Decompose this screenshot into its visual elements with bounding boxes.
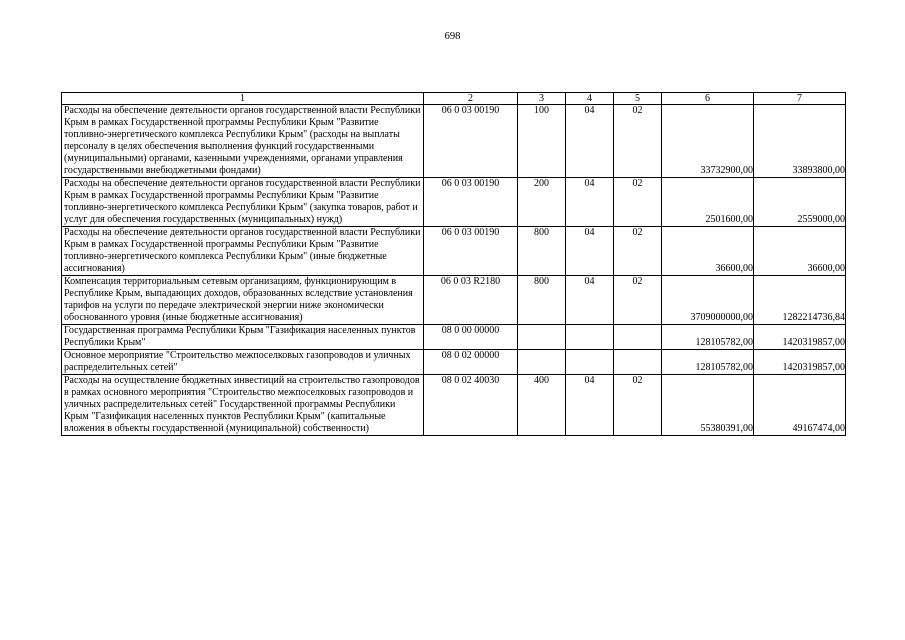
row-rz-cell: 04 (566, 227, 614, 276)
row-rz-cell: 04 (566, 105, 614, 178)
header-row (62, 93, 846, 105)
row-sum-year2-cell: 33893800,00 (754, 105, 846, 178)
row-sum-year2-cell: 1420319857,00 (754, 350, 846, 375)
header-cell-7: 7 (754, 93, 846, 105)
row-sum-year2-cell: 49167474,00 (754, 375, 846, 436)
row-name-cell: Расходы на осуществление бюджетных инвестиций на строительство газопроводов в рамках основного мероприятия "Строительство межпоселковых газопроводов и уличных распределительных сетей" Государственной программы Республики Крым "Газификация населенных пунктов Республики Крым" (капитальные вложения в объекты государственной (муниципальной) собственности) (62, 375, 424, 436)
row-pr-cell: 02 (614, 276, 662, 325)
header-cell-6: 6 (662, 93, 754, 105)
row-csr-cell: 08 0 00 00000 (424, 325, 518, 350)
row-vr-cell (518, 325, 566, 350)
row-pr-cell: 02 (614, 375, 662, 436)
row-csr-cell: 08 0 02 40030 (424, 375, 518, 436)
row-pr-cell (614, 350, 662, 375)
row-name-cell: Государственная программа Республики Крым "Газификация населенных пунктов Республики Крым" (62, 325, 424, 350)
budget-table (61, 92, 846, 436)
row-pr-cell: 02 (614, 105, 662, 178)
row-sum-year2-cell: 1282214736,84 (754, 276, 846, 325)
row-sum-year2-cell: 1420319857,00 (754, 325, 846, 350)
row-name-cell: Расходы на обеспечение деятельности органов государственной власти Республики Крым в рамках Государственной программы Республики Крым "Развитие топливно-энергетического комплекса Республики Крым" (закупка товаров, работ и услуг для обеспечения государственных (муниципальных) нужд) (62, 178, 424, 227)
row-sum-year1-cell: 36600,00 (662, 227, 754, 276)
row-csr-cell: 06 0 03 00190 (424, 105, 518, 178)
row-sum-year1-cell: 33732900,00 (662, 105, 754, 178)
row-name-cell: Компенсация территориальным сетевым организациям, функционирующим в Республике Крым, выпадающих доходов, образованных вследствие установления тарифов на услуги по передаче электрической энергии ниже экономически обоснованного уровня (иные бюджетные ассигнования) (62, 276, 424, 325)
row-pr-cell: 02 (614, 178, 662, 227)
table-row (62, 105, 846, 178)
row-pr-cell (614, 325, 662, 350)
row-name-cell: Основное мероприятие "Строительство межпоселковых газопроводов и уличных распределительных сетей" (62, 350, 424, 375)
row-vr-cell: 100 (518, 105, 566, 178)
row-vr-cell: 400 (518, 375, 566, 436)
row-vr-cell (518, 350, 566, 375)
row-vr-cell: 800 (518, 227, 566, 276)
table-row (62, 375, 846, 436)
row-rz-cell (566, 350, 614, 375)
row-sum-year1-cell: 128105782,00 (662, 325, 754, 350)
table-row (62, 178, 846, 227)
row-csr-cell: 06 0 03 00190 (424, 178, 518, 227)
header-cell-4: 4 (566, 93, 614, 105)
table-row (62, 350, 846, 375)
row-name-cell: Расходы на обеспечение деятельности органов государственной власти Республики Крым в рамках Государственной программы Республики Крым "Развитие топливно-энергетического комплекса Республики Крым" (иные бюджетные ассигнования) (62, 227, 424, 276)
row-pr-cell: 02 (614, 227, 662, 276)
table-row (62, 325, 846, 350)
row-rz-cell: 04 (566, 178, 614, 227)
table-row (62, 227, 846, 276)
header-cell-1: 1 (62, 93, 424, 105)
row-rz-cell: 04 (566, 276, 614, 325)
row-name-cell: Расходы на обеспечение деятельности органов государственной власти Республики Крым в рамках Государственной программы Республики Крым "Развитие топливно-энергетического комплекса Республики Крым" (расходы на выплаты персоналу в целях обеспечения выполнения функций государственными (муниципальными) органами, казенными учреждениями, органами управления государственными внебюджетными фондами) (62, 105, 424, 178)
row-vr-cell: 800 (518, 276, 566, 325)
row-csr-cell: 06 0 03 R2180 (424, 276, 518, 325)
row-sum-year2-cell: 2559000,00 (754, 178, 846, 227)
row-sum-year1-cell: 3709000000,00 (662, 276, 754, 325)
row-sum-year1-cell: 55380391,00 (662, 375, 754, 436)
page-number: 698 (444, 31, 461, 42)
header-cell-2: 2 (424, 93, 518, 105)
row-rz-cell: 04 (566, 375, 614, 436)
row-sum-year1-cell: 128105782,00 (662, 350, 754, 375)
table-row (62, 276, 846, 325)
row-sum-year2-cell: 36600,00 (754, 227, 846, 276)
header-cell-3: 3 (518, 93, 566, 105)
row-rz-cell (566, 325, 614, 350)
row-csr-cell: 08 0 02 00000 (424, 350, 518, 375)
header-cell-5: 5 (614, 93, 662, 105)
row-sum-year1-cell: 2501600,00 (662, 178, 754, 227)
row-csr-cell: 06 0 03 00190 (424, 227, 518, 276)
row-vr-cell: 200 (518, 178, 566, 227)
